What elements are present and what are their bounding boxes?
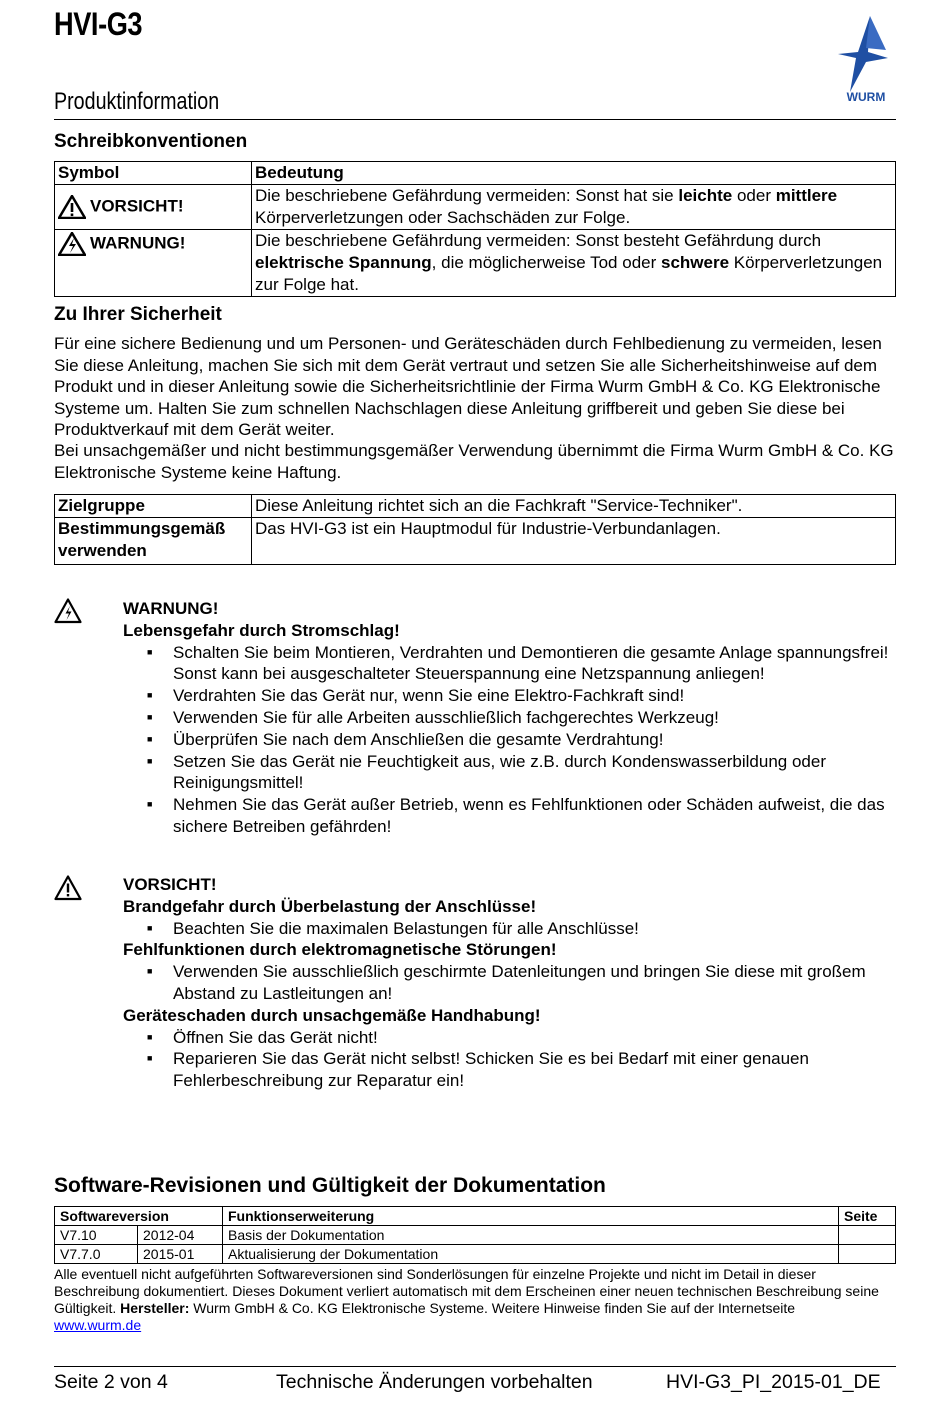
list-item: ■ Nehmen Sie das Gerät außer Betrieb, wenn es Fehlfunktionen oder Schäden aufweist, die das sichere Betreiben gefährden! [123,794,903,838]
footer-disclaimer: Technische Änderungen vorbehalten [276,1371,593,1393]
col-version-header: Softwareversion [55,1207,223,1226]
caution-warning-icon [54,875,82,901]
warning-subtitle: Lebensgefahr durch Stromschlag! [123,620,400,640]
caution-subtitle: Brandgefahr durch Überbelastung der Anschlüsse! [123,896,537,916]
product-title: HVI-G3 [54,6,143,42]
warning-block [123,598,903,838]
logo-text: WURM [846,90,886,104]
conventions-heading: Schreibkonventionen [54,131,248,152]
warnung-label: WARNUNG! [90,233,186,253]
warning-triangle-icon [58,232,86,256]
target-group-label: Zielgruppe [55,495,252,518]
intended-use-value: Das HVI-G3 ist ein Hauptmodul für Industrie-Verbundanlagen. [252,518,896,565]
list-item: ■ Überprüfen Sie nach dem Anschließen die gesamte Verdrahtung! [123,729,903,751]
liability-paragraph: Bei unsachgemäßer und nicht bestimmungsgemäßer Verwendung übernimmt die Firma Wurm GmbH & Co. KG Elektronische Systeme keine Haftung. [54,441,894,482]
warning-triangle-icon [58,195,86,219]
revisions-table [54,1206,896,1264]
col-meaning-header: Bedeutung [252,162,896,185]
table-row: V7.10 2012-04 Basis der Dokumentation [55,1226,896,1245]
revisions-note: Alle eventuell nicht aufgeführten Softwareversionen sind Sonderlösungen für einzelne Projekte und nicht im Detail in dieser Beschreibung dokumentiert. Dieses Dokument verliert automatisch mit dem Erscheinen einer neuen technischen Beschreibung seine Gültigkeit. Hersteller: Wurm GmbH & Co. KG Elektronische Systeme. Weitere Hinweise finden Sie auf der Internetseite www.wurm.de [54,1266,879,1333]
safety-paragraph: Für eine sichere Bedienung und um Personen- und Geräteschäden durch Fehlbedienung zu vermeiden, lesen Sie diese Anleitung, machen Sie sich mit dem Gerät vertraut und setzen Sie alle Sicherheitshinweise auf dem Produkt und in dieser Anleitung sowie die Sicherheitsrichtlinie der Firma Wurm GmbH & Co. KG Elektronische Systeme um. Halten Sie zum schnellen Nachschlagen diese Anleitung griffbereit und geben Sie diese bei Produktverkauf mit dem Gerät weiter. [54,334,882,439]
target-table [54,494,896,565]
list-item: ■ Beachten Sie die maximalen Belastungen für alle Anschlüsse! [123,918,903,940]
warning-list [123,642,903,838]
caution-block [123,874,903,1092]
caution-title: VORSICHT! [123,875,217,894]
convention-row [55,230,896,297]
convention-row [55,185,896,230]
revisions-heading: Software-Revisionen und Gültigkeit der Dokumentation [54,1174,606,1197]
list-item: ■ Reparieren Sie das Gerät nicht selbst! Schicken Sie es bei Bedarf mit einer genauen Fehlerbeschreibung zur Reparatur ein! [123,1048,903,1092]
col-page-header: Seite [839,1207,896,1226]
col-symbol-header: Symbol [55,162,252,185]
table-row: V7.7.0 2015-01 Aktualisierung der Dokumentation [55,1245,896,1264]
conventions-table [54,161,896,297]
list-item: ■ Öffnen Sie das Gerät nicht! [123,1027,903,1049]
target-group-value: Diese Anleitung richtet sich an die Fachkraft "Service-Techniker". [252,495,896,518]
list-item: ■ Setzen Sie das Gerät nie Feuchtigkeit aus, wie z.B. durch Kondenswasserbildung oder Reinigungsmittel! [123,751,903,795]
document-subtitle: Produktinformation [54,88,220,115]
caution-subtitle: Geräteschaden durch unsachgemäße Handhabung! [123,1005,541,1025]
safety-heading: Zu Ihrer Sicherheit [54,304,222,325]
footer-divider [54,1366,896,1367]
warning-title: WARNUNG! [123,599,219,618]
header-divider [54,119,896,120]
wurm-logo [836,12,896,104]
vorsicht-label: VORSICHT! [90,196,184,216]
list-item: ■ Verwenden Sie für alle Arbeiten ausschließlich fachgerechtes Werkzeug! [123,707,903,729]
electric-warning-icon [54,598,82,624]
list-item: ■ Verdrahten Sie das Gerät nur, wenn Sie eine Elektro-Fachkraft sind! [123,685,903,707]
list-item: ■ Verwenden Sie ausschließlich geschirmte Datenleitungen und bringen Sie diese mit großem Abstand zu Lastleitungen an! [123,961,903,1005]
warnung-meaning: Die beschriebene Gefährdung vermeiden: Sonst besteht Gefährdung durch elektrische Spannung, die möglicherweise Tod oder schwere Körperverletzungen zur Folge hat. [252,230,896,297]
footer-document-id: HVI-G3_PI_2015-01_DE [666,1371,881,1393]
website-link[interactable]: www.wurm.de [54,1317,142,1333]
list-item: ■ Schalten Sie beim Montieren, Verdrahten und Demontieren die gesamte Anlage spannungsfrei! Sonst kann bei ausgeschalteter Steuerspannung eine Netzspannung anliegen! [123,642,903,686]
caution-subtitle: Fehlfunktionen durch elektromagnetische Störungen! [123,940,557,960]
col-function-header: Funktionserweiterung [223,1207,839,1226]
vorsicht-meaning: Die beschriebene Gefährdung vermeiden: Sonst hat sie leichte oder mittlere Körperverletzungen oder Sachschäden zur Folge. [252,185,896,230]
footer-page-number: Seite 2 von 4 [54,1371,168,1393]
intended-use-label: Bestimmungsgemäß verwenden [55,518,252,565]
